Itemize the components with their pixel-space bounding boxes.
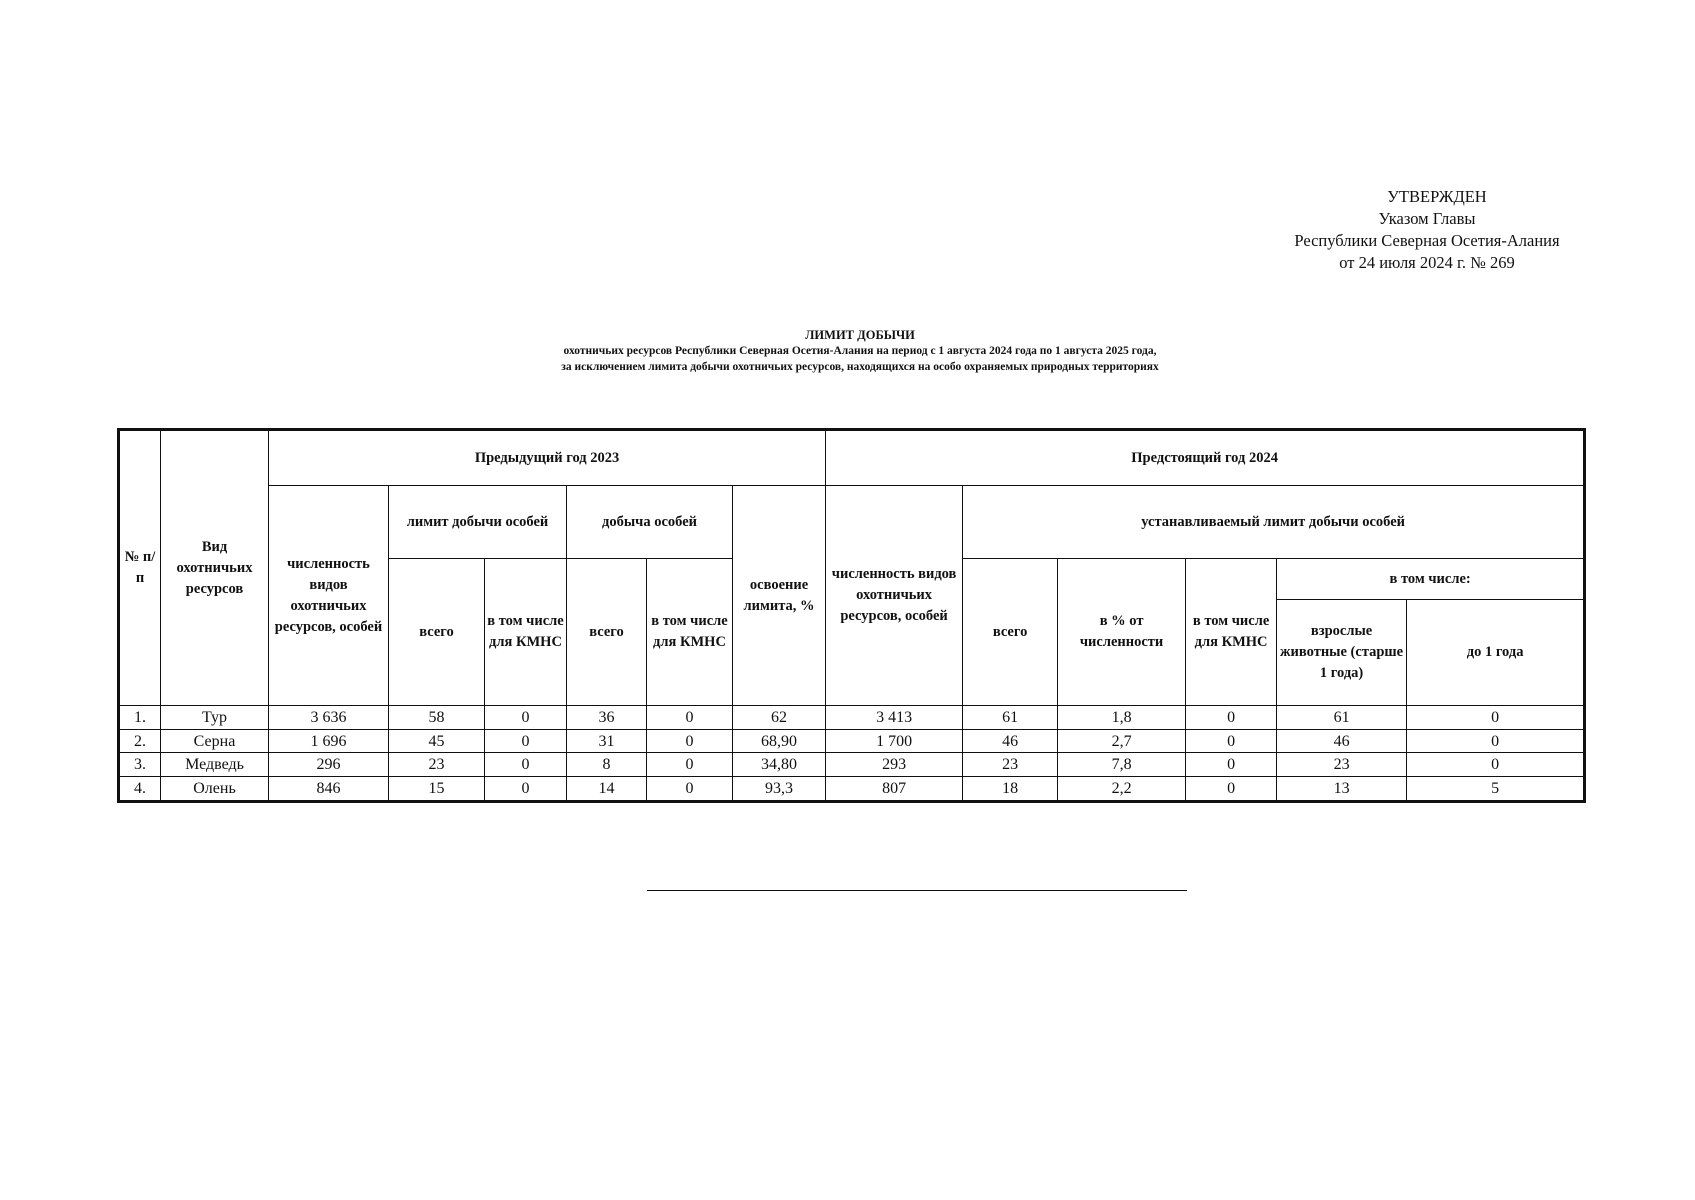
cell-adults: 46 [1277, 729, 1407, 753]
cell-harvest-kmns: 0 [647, 706, 733, 730]
cell-percent: 2,7 [1058, 729, 1186, 753]
cell-prev-count: 846 [269, 777, 389, 802]
cell-prev-count: 296 [269, 753, 389, 777]
header-prev-usage: освоение лимита, % [733, 486, 826, 706]
cell-usage: 93,3 [733, 777, 826, 802]
cell-next-total: 23 [963, 753, 1058, 777]
approval-stamp [1262, 186, 1592, 274]
cell-percent: 1,8 [1058, 706, 1186, 730]
cell-limit-kmns: 0 [485, 753, 567, 777]
cell-num: 1. [119, 706, 161, 730]
header-species: Вид охотничьих ресурсов [161, 430, 269, 706]
header-harvest-kmns: в том числе для КМНС [647, 559, 733, 706]
cell-under-one: 0 [1407, 729, 1585, 753]
closing-rule [647, 890, 1187, 891]
header-under-one: до 1 года [1407, 600, 1585, 706]
cell-num: 2. [119, 729, 161, 753]
cell-next-total: 61 [963, 706, 1058, 730]
cell-percent: 2,2 [1058, 777, 1186, 802]
cell-limit-total: 45 [389, 729, 485, 753]
cell-usage: 62 [733, 706, 826, 730]
header-next-count: численность видов охотничьих ресурсов, особей [826, 486, 963, 706]
title-line-2: охотничьих ресурсов Республики Северная Осетия-Алания на период с 1 августа 2024 года по 1 августа 2025 года, [563, 345, 1157, 357]
header-next-year: Предстоящий год 2024 [826, 430, 1585, 486]
cell-species: Медведь [161, 753, 269, 777]
cell-limit-total: 23 [389, 753, 485, 777]
cell-prev-count: 1 696 [269, 729, 389, 753]
cell-adults: 23 [1277, 753, 1407, 777]
cell-adults: 61 [1277, 706, 1407, 730]
cell-harvest-total: 8 [567, 753, 647, 777]
cell-percent: 7,8 [1058, 753, 1186, 777]
cell-harvest-total: 36 [567, 706, 647, 730]
table-row [119, 729, 1585, 753]
header-percent: в % от численности [1058, 559, 1186, 706]
cell-num: 4. [119, 777, 161, 802]
header-num: № п/п [119, 430, 161, 706]
cell-species: Тур [161, 706, 269, 730]
cell-harvest-kmns: 0 [647, 777, 733, 802]
title-line-3: за исключением лимита добычи охотничьих ресурсов, находящихся на особо охраняемых природных территориях [561, 361, 1159, 373]
header-adults: взрослые животные (старше 1 года) [1277, 600, 1407, 706]
approval-line-1: УТВЕРЖДЕН [1387, 187, 1487, 206]
cell-harvest-total: 31 [567, 729, 647, 753]
cell-under-one: 0 [1407, 753, 1585, 777]
limits-table [117, 428, 1586, 803]
cell-next-count: 807 [826, 777, 963, 802]
cell-usage: 68,90 [733, 729, 826, 753]
cell-next-kmns: 0 [1186, 706, 1277, 730]
title-main: ЛИМИТ ДОБЫЧИ [805, 328, 915, 342]
cell-limit-kmns: 0 [485, 706, 567, 730]
cell-adults: 13 [1277, 777, 1407, 802]
header-prev-count: численность видов охотничьих ресурсов, особей [269, 486, 389, 706]
table-row [119, 706, 1585, 730]
header-next-total: всего [963, 559, 1058, 706]
cell-next-count: 1 700 [826, 729, 963, 753]
approval-line-2: Указом Главы [1378, 209, 1476, 228]
cell-next-kmns: 0 [1186, 729, 1277, 753]
cell-species: Олень [161, 777, 269, 802]
cell-prev-count: 3 636 [269, 706, 389, 730]
header-limit-total: всего [389, 559, 485, 706]
cell-next-count: 293 [826, 753, 963, 777]
cell-harvest-total: 14 [567, 777, 647, 802]
table-row [119, 753, 1585, 777]
header-next-kmns: в том числе для КМНС [1186, 559, 1277, 706]
header-prev-limit: лимит добычи особей [389, 486, 567, 559]
cell-limit-total: 58 [389, 706, 485, 730]
cell-species: Серна [161, 729, 269, 753]
cell-under-one: 0 [1407, 706, 1585, 730]
cell-limit-kmns: 0 [485, 777, 567, 802]
cell-usage: 34,80 [733, 753, 826, 777]
header-harvest-total: всего [567, 559, 647, 706]
cell-harvest-kmns: 0 [647, 729, 733, 753]
cell-next-kmns: 0 [1186, 753, 1277, 777]
document-title [420, 327, 1300, 375]
cell-next-kmns: 0 [1186, 777, 1277, 802]
header-limit-kmns: в том числе для КМНС [485, 559, 567, 706]
cell-under-one: 5 [1407, 777, 1585, 802]
approval-line-3: Республики Северная Осетия-Алания [1294, 231, 1560, 250]
header-next-limit: устанавливаемый лимит добычи особей [963, 486, 1585, 559]
cell-limit-total: 15 [389, 777, 485, 802]
cell-next-total: 46 [963, 729, 1058, 753]
cell-next-total: 18 [963, 777, 1058, 802]
header-including: в том числе: [1277, 559, 1585, 600]
header-prev-harvest: добыча особей [567, 486, 733, 559]
approval-line-4: от 24 июля 2024 г. № 269 [1339, 253, 1515, 272]
cell-harvest-kmns: 0 [647, 753, 733, 777]
cell-num: 3. [119, 753, 161, 777]
table-row [119, 777, 1585, 802]
cell-next-count: 3 413 [826, 706, 963, 730]
header-prev-year: Предыдущий год 2023 [269, 430, 826, 486]
cell-limit-kmns: 0 [485, 729, 567, 753]
